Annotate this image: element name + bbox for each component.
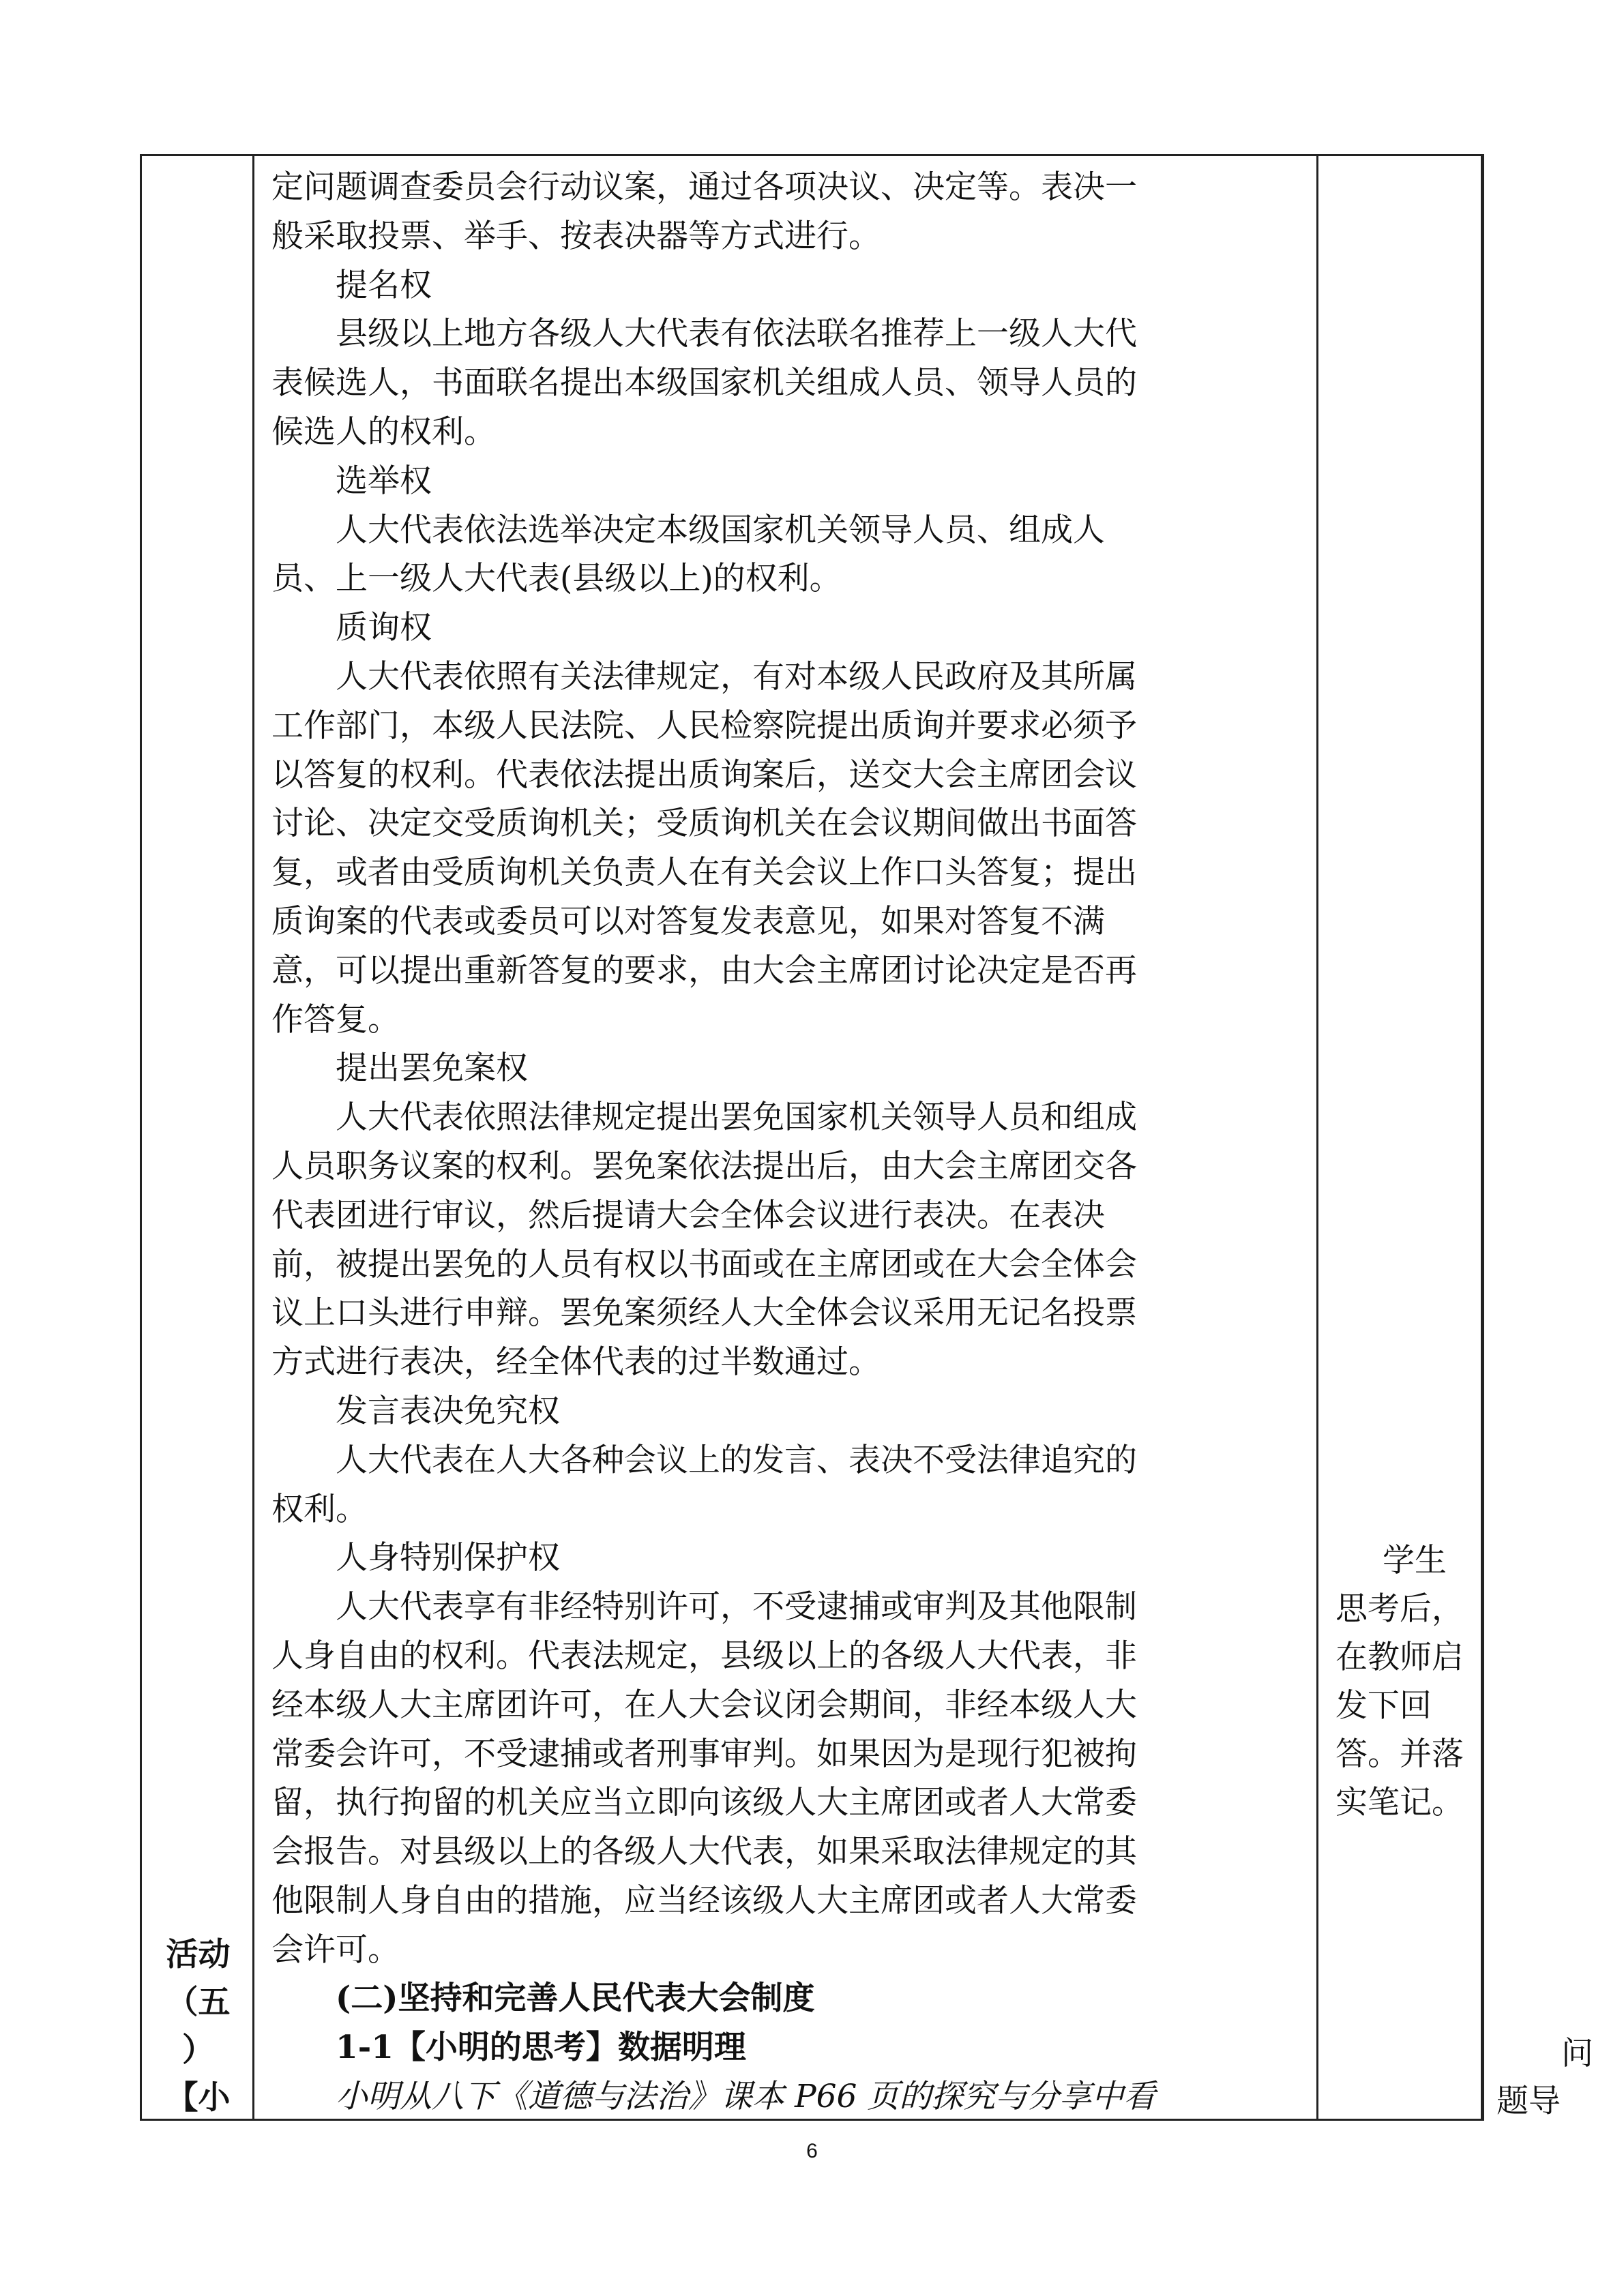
content-line: 候选人的权利。 bbox=[271, 413, 496, 451]
activity-column bbox=[142, 156, 254, 2119]
content-line: 前，被提出罢免的人员有权以书面或在主席团或在大会全体会 bbox=[271, 1245, 1137, 1283]
content-line: 人大代表享有非经特别许可，不受逮捕或审判及其他限制 bbox=[336, 1588, 1137, 1626]
content-line: 会报告。对县级以上的各级人大代表，如果采取法律规定的其 bbox=[271, 1833, 1137, 1871]
content-line: 他限制人身自由的措施，应当经该级人大主席团或者人大常委 bbox=[271, 1881, 1137, 1920]
activity-label-line: 【小 bbox=[166, 2079, 231, 2117]
section-heading: 发言表决免究权 bbox=[336, 1392, 560, 1430]
student-note-line: 答。并落 bbox=[1335, 1735, 1464, 1773]
content-line: 代表团进行审议，然后提请大会全体会议进行表决。在表决 bbox=[271, 1196, 1105, 1234]
content-line: 人身自由的权利。代表法规定，县级以上的各级人大代表，非 bbox=[271, 1637, 1137, 1675]
content-line: 小明从八下《道德与法治》课本 P66 页的探究与分享中看 bbox=[336, 2078, 1156, 2116]
content-line: 工作部门，本级人民法院、人民检察院提出质询并要求必须予 bbox=[271, 706, 1137, 745]
content-line: 员、上一级人大代表(县级以上)的权利。 bbox=[271, 560, 842, 598]
section-heading: 选举权 bbox=[336, 462, 432, 500]
content-line: 会许可。 bbox=[271, 1930, 400, 1969]
section-heading: 质询权 bbox=[336, 609, 432, 647]
section-heading: 提名权 bbox=[336, 266, 432, 304]
student-note-line: 学生 bbox=[1383, 1542, 1447, 1579]
content-line: 人大代表在人大各种会议上的发言、表决不受法律追究的 bbox=[336, 1441, 1137, 1479]
content-line: 方式进行表决，经全体代表的过半数通过。 bbox=[271, 1343, 881, 1382]
content-line: 经本级人大主席团许可，在人大会议闭会期间，非经本级人大 bbox=[271, 1686, 1137, 1724]
page-number: 6 bbox=[806, 2140, 818, 2162]
content-line: 以答复的权利。代表依法提出质询案后，送交大会主席团会议 bbox=[271, 756, 1137, 794]
content-line: 人大代表依照法律规定提出罢免国家机关领导人员和组成 bbox=[336, 1099, 1137, 1137]
content-line: 权利。 bbox=[271, 1490, 368, 1528]
content-line: 复，或者由受质询机关负责人在有关会议上作口头答复；提出 bbox=[271, 854, 1137, 892]
section-title: (二)坚持和完善人民代表大会制度 bbox=[336, 1980, 815, 2018]
content-line: 讨论、决定交受质询机关；受质询机关在会议期间做出书面答 bbox=[271, 805, 1137, 843]
activity-label-line: （五 bbox=[166, 1984, 231, 2021]
content-line: 定问题调查委员会行动议案，通过各项决议、决定等。表决一 bbox=[271, 168, 1137, 206]
student-activity-column bbox=[1318, 156, 1483, 2119]
lesson-content-column bbox=[254, 156, 1318, 2119]
content-line: 人大代表依照有关法律规定，有对本级人民政府及其所属 bbox=[336, 657, 1137, 696]
section-heading: 提出罢免案权 bbox=[336, 1049, 528, 1088]
content-line: 意，可以提出重新答复的要求，由大会主席团讨论决定是否再 bbox=[271, 951, 1137, 989]
lesson-table bbox=[140, 154, 1593, 2121]
design-intent-column bbox=[1483, 156, 1624, 2119]
content-line: 议上口头进行申辩。罢免案须经人大全体会议采用无记名投票 bbox=[271, 1294, 1137, 1332]
content-line: 常委会许可，不受逮捕或者刑事审判。如果因为是现行犯被拘 bbox=[271, 1735, 1137, 1773]
activity-label-line: 活动 bbox=[166, 1936, 231, 1973]
student-note-line: 实笔记。 bbox=[1335, 1784, 1464, 1821]
content-line: 作答复。 bbox=[271, 1000, 400, 1039]
content-line: 人员职务议案的权利。罢免案依法提出后，由大会主席团交各 bbox=[271, 1147, 1137, 1185]
activity-label-line: ） bbox=[182, 2031, 214, 2069]
guide-note-line: 问 bbox=[1561, 2035, 1593, 2072]
student-note-line: 发下回 bbox=[1335, 1687, 1432, 1725]
subsection-title: 1-1【小明的思考】数据明理 bbox=[336, 2029, 746, 2067]
student-note-line: 思考后， bbox=[1335, 1590, 1464, 1628]
student-note bbox=[1318, 1536, 1483, 1827]
content-line: 表候选人，书面联名提出本级国家机关组成人员、领导人员的 bbox=[271, 364, 1137, 402]
content-line: 质询案的代表或委员可以对答复发表意见，如果对答复不满 bbox=[271, 902, 1105, 940]
content-line: 留，执行拘留的机关应当立即向该级人大主席团或者人大常委 bbox=[271, 1784, 1137, 1822]
content-line: 般采取投票、举手、按表决器等方式进行。 bbox=[271, 217, 881, 255]
guide-note-line: 题导 bbox=[1496, 2083, 1561, 2120]
content-line: 人大代表依法选举决定本级国家机关领导人员、组成人 bbox=[336, 511, 1105, 549]
student-note-line: 在教师启 bbox=[1335, 1639, 1464, 1676]
content-line: 县级以上地方各级人大代表有依法联名推荐上一级人大代 bbox=[336, 315, 1137, 353]
section-heading: 人身特别保护权 bbox=[336, 1539, 560, 1577]
